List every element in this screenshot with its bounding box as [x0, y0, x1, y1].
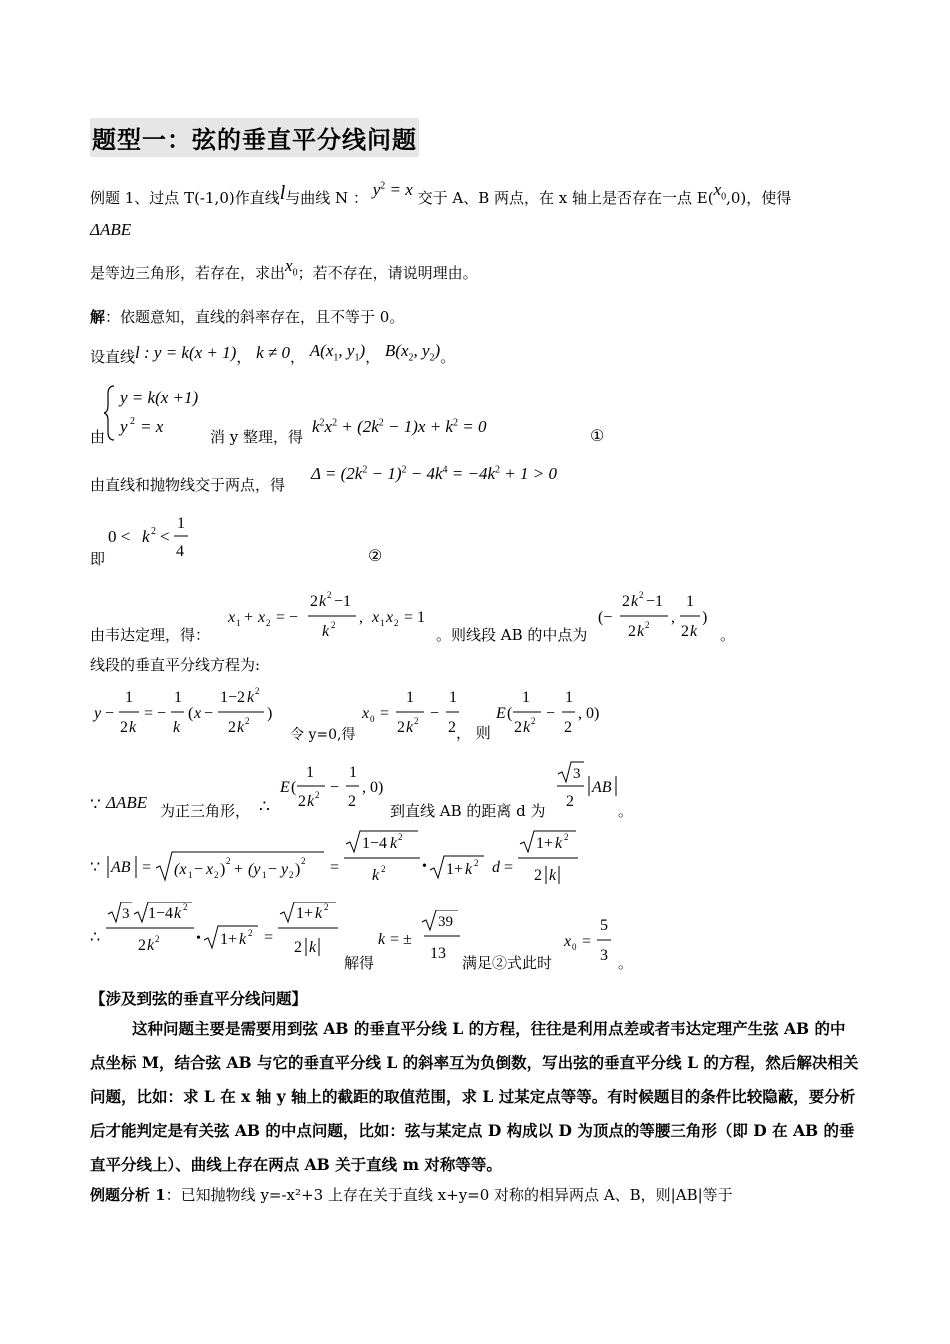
svg-text:2: 2 — [183, 902, 188, 912]
svg-text:k: k — [147, 937, 155, 954]
let-y-text: 令 y=0,得 — [290, 727, 356, 743]
svg-text:2: 2 — [289, 870, 294, 880]
svg-text:3: 3 — [600, 947, 608, 964]
svg-text:E: E — [496, 705, 506, 722]
svg-text:3: 3 — [122, 906, 130, 922]
math-parabola: $y^2 = x$ — [372, 180, 413, 199]
svg-text:= 1: = 1 — [404, 609, 426, 626]
example2-line — [90, 1184, 733, 1205]
svg-text:k: k — [631, 593, 639, 610]
elim-text: 消 y 整理，得 — [210, 428, 304, 446]
math-k-value — [376, 910, 462, 966]
sep: ， — [365, 348, 381, 366]
math-ab-length — [88, 830, 588, 892]
svg-text:,: , — [671, 609, 675, 626]
solution-intro-text: ：依题意知，直线的斜率存在，且不等于 0。 — [105, 308, 405, 326]
svg-text:x: x — [258, 609, 266, 626]
svg-text:39: 39 — [438, 914, 453, 930]
svg-text:2: 2 — [310, 593, 318, 610]
svg-text:(y: (y — [248, 861, 261, 878]
svg-text:=: = — [330, 859, 340, 876]
svg-text:=: = — [582, 933, 592, 950]
svg-text:k: k — [129, 719, 137, 736]
svg-text:2: 2 — [214, 870, 219, 880]
svg-text:2: 2 — [414, 716, 419, 726]
svg-text:1: 1 — [349, 764, 357, 781]
svg-text:1: 1 — [174, 689, 182, 706]
svg-text:k: k — [372, 867, 380, 884]
svg-text:1: 1 — [177, 515, 185, 532]
because-symbol: ∵ — [90, 795, 101, 814]
svg-text:k: k — [174, 905, 182, 922]
math-point-e-2 — [278, 762, 388, 818]
svg-text:2: 2 — [301, 856, 306, 866]
svg-text:d: d — [492, 859, 500, 876]
svg-text:2: 2 — [564, 832, 569, 842]
bisector-text: 线段的垂直平分线方程为: — [90, 656, 261, 674]
svg-text:y: y — [120, 417, 128, 436]
svg-text:13: 13 — [430, 945, 446, 962]
svg-text:5: 5 — [600, 917, 608, 934]
svg-text:1−4: 1−4 — [148, 905, 174, 922]
sep: ， — [236, 348, 252, 366]
math-quadratic: $k^2x^2 + (2k^2 - 1)x + k^2 = 0$ — [312, 417, 487, 436]
svg-text:2: 2 — [381, 864, 386, 874]
svg-text:1: 1 — [406, 689, 414, 706]
math-k-range — [106, 512, 196, 562]
svg-text:2: 2 — [226, 856, 231, 866]
therefore-symbol: ∴ — [259, 797, 270, 816]
svg-text:2: 2 — [255, 686, 260, 696]
example1-line1 — [90, 180, 792, 210]
end: 。 — [720, 626, 736, 644]
ji-text: 即 — [90, 550, 106, 568]
svg-text:<: < — [160, 527, 170, 546]
svg-text:1: 1 — [236, 618, 241, 628]
svg-text:2: 2 — [564, 719, 572, 736]
svg-text:x: x — [362, 705, 370, 722]
svg-text:1: 1 — [522, 689, 530, 706]
then-text: ， 则 — [456, 724, 491, 742]
svg-text:1: 1 — [125, 689, 133, 706]
svg-text:): ) — [267, 705, 273, 722]
set-line — [90, 341, 456, 369]
svg-text:=: = — [380, 705, 390, 722]
math-abe-2: ΔABE — [106, 793, 148, 812]
svg-text:−: − — [546, 705, 556, 722]
section-title: 【涉及到弦的垂直平分线问题】 — [90, 989, 308, 1008]
svg-text:2: 2 — [348, 793, 356, 810]
svg-text:= −: = − — [144, 705, 167, 722]
svg-text:k: k — [315, 905, 323, 922]
svg-text:AB: AB — [111, 859, 131, 876]
svg-text:2: 2 — [645, 620, 650, 630]
svg-text:k: k — [690, 623, 698, 640]
svg-text:−1: −1 — [334, 593, 352, 610]
svg-text:2: 2 — [681, 623, 689, 640]
circle-2: ② — [368, 546, 383, 565]
example1-text-a: 例题 1、过点 T(-1,0)作直线 — [90, 189, 280, 207]
svg-text:1: 1 — [262, 870, 267, 880]
svg-text:k: k — [549, 867, 557, 884]
svg-text:0: 0 — [370, 714, 375, 724]
math-point-b: $B(x_2$, $y_2$) — [384, 341, 441, 364]
svg-text:4: 4 — [176, 543, 184, 560]
svg-text:•: • — [422, 859, 427, 874]
section-paragraph: 这种问题主要是需要用到弦 AB 的垂直平分线 L 的方程，往往是利用点差或者韦达定理产生弦 AB 的中点坐标 M，结合弦 AB 与它的垂直平分线 L 的斜率互为负倒数，写出弦的垂直平分线 L 的方程，然后解决相关问题，比如：求 L 在 x 轴 y 轴上的截距的取值范围，求 L 过某定点等等。有时候题目的条件比较隐蔽，要分析后才能判定是有关弦 AB 的中点问题，比如：弦与某定点 D 构成以 D 为顶点的等腰三角形（即 D 在 AB 的垂直平分线上）、曲线上存在两点 AB 关于直线 m 对称等等。 — [90, 1019, 859, 1174]
example2-text: ：已知抛物线 y=-x²+3 上存在关于直线 x+y=0 对称的相异两点 A、B，则|AB|等于 — [165, 1186, 733, 1204]
math-k-ne-0: k ≠ 0 — [256, 343, 290, 362]
svg-text:E: E — [280, 779, 290, 796]
svg-text:1: 1 — [380, 618, 385, 628]
svg-text:1+: 1+ — [536, 835, 554, 852]
circle-1: ① — [590, 426, 605, 445]
svg-text:2: 2 — [566, 793, 574, 810]
svg-text:0: 0 — [572, 942, 577, 952]
svg-text:+: + — [244, 609, 254, 626]
math-midpoint — [596, 586, 716, 642]
midpoint-text: 。则线段 AB 的中点为 — [436, 626, 588, 644]
svg-text:k: k — [555, 835, 563, 852]
end: 。 — [618, 802, 634, 820]
svg-text:k: k — [523, 719, 531, 736]
math-l: l — [279, 182, 286, 204]
svg-text:(: ( — [291, 779, 297, 796]
svg-text:=: = — [264, 929, 274, 946]
svg-text:k: k — [465, 861, 473, 878]
vieta-text: 由韦达定理，得： — [90, 626, 211, 644]
example1-text-c: 交于 A、B 两点，在 x 轴上是否存在一点 E( — [417, 189, 714, 207]
set-line-label: 设直线 — [90, 348, 136, 366]
svg-text:k: k — [406, 719, 414, 736]
svg-text:): ) — [702, 609, 708, 626]
math-x0-2: $x_0$ — [285, 256, 298, 279]
svg-text:k: k — [173, 719, 181, 736]
svg-text:0 <: 0 < — [108, 527, 131, 546]
svg-text:2: 2 — [266, 618, 271, 628]
svg-text:2: 2 — [155, 934, 160, 944]
svg-text:x: x — [194, 705, 202, 722]
intersect-text: 由直线和抛物线交于两点，得 — [90, 476, 286, 494]
svg-text:y: y — [281, 861, 289, 878]
svg-text:k: k — [309, 939, 317, 956]
example1-text-d: ,0)，使得 — [726, 189, 792, 207]
svg-text:x: x — [564, 933, 572, 950]
math-line-eq: l : y = k(x + 1) — [135, 343, 237, 362]
svg-text:k: k — [237, 719, 245, 736]
svg-text:−: − — [194, 861, 204, 878]
svg-text:): ) — [295, 861, 301, 878]
svg-text:−: − — [268, 861, 278, 878]
math-vieta — [226, 586, 436, 642]
svg-text:2: 2 — [228, 719, 236, 736]
svg-text:= −: = − — [276, 609, 299, 626]
svg-text:k: k — [319, 593, 327, 610]
svg-text:2: 2 — [245, 716, 250, 726]
svg-text:2: 2 — [130, 416, 135, 427]
svg-text:2: 2 — [327, 590, 332, 600]
svg-text:−: − — [204, 705, 214, 722]
you-label: 由 — [90, 428, 106, 446]
example1-text-e: 是等边三角形，若存在，求出 — [90, 264, 286, 282]
svg-text:2: 2 — [151, 526, 156, 537]
svg-text:x: x — [372, 609, 380, 626]
svg-text:x: x — [386, 609, 394, 626]
svg-text:, 0): , 0) — [362, 779, 384, 796]
math-bisector-eq — [92, 684, 292, 740]
svg-text:+: + — [234, 861, 244, 878]
svg-text:3: 3 — [573, 766, 581, 782]
svg-text:2: 2 — [138, 937, 146, 954]
svg-text:2: 2 — [474, 858, 479, 868]
svg-text:(x: (x — [174, 861, 187, 878]
svg-text:k: k — [247, 689, 255, 706]
svg-text:x: x — [206, 861, 214, 878]
svg-text:1+: 1+ — [220, 931, 238, 948]
page-title: 题型一：弦的垂直平分线问题 — [90, 118, 419, 157]
svg-text:∴: ∴ — [90, 929, 101, 946]
svg-text:1+: 1+ — [296, 905, 314, 922]
svg-text:k: k — [637, 623, 645, 640]
svg-text:2: 2 — [394, 618, 399, 628]
svg-text:−: − — [430, 705, 440, 722]
svg-text:1: 1 — [188, 870, 193, 880]
svg-text:, 0): , 0) — [578, 705, 600, 722]
svg-text:1: 1 — [565, 689, 573, 706]
svg-text:−1: −1 — [646, 593, 664, 610]
math-x0: $x_0$ — [713, 180, 727, 203]
svg-text:−: − — [330, 779, 340, 796]
svg-text:(: ( — [188, 705, 194, 722]
svg-text:y: y — [94, 705, 102, 722]
svg-text:(−: (− — [598, 609, 613, 626]
sep: ， — [290, 348, 306, 366]
svg-text:k: k — [378, 931, 386, 948]
equilateral-text: 为正三角形， — [160, 802, 251, 820]
svg-text:): ) — [220, 861, 226, 878]
svg-text:=: = — [504, 859, 514, 876]
solution-intro — [90, 306, 404, 327]
svg-text:k: k — [322, 623, 330, 640]
distance-text: 到直线 AB 的距离 d 为 — [390, 802, 546, 820]
solve-text: 解得 — [344, 954, 375, 972]
example1-text-f: ；若不存在，请说明理由。 — [297, 264, 478, 282]
math-x0-final — [562, 914, 622, 968]
end: 。 — [440, 348, 456, 366]
math-final-eq — [88, 902, 348, 966]
svg-text:1+: 1+ — [446, 861, 464, 878]
svg-text:2: 2 — [622, 593, 630, 610]
svg-text:= x: = x — [140, 417, 164, 436]
svg-text:k: k — [239, 931, 247, 948]
svg-text:∵: ∵ — [90, 859, 101, 876]
svg-text:2: 2 — [331, 620, 336, 630]
solution-label: 解 — [90, 308, 106, 326]
svg-text:1−2: 1−2 — [220, 689, 246, 706]
svg-text:2: 2 — [397, 719, 405, 736]
svg-text:(: ( — [507, 705, 513, 722]
math-point-e — [494, 684, 614, 740]
example1-line2 — [90, 256, 478, 285]
svg-text:= ±: = ± — [390, 931, 412, 948]
math-point-a: $A(x_1$, $y_1$) — [309, 341, 366, 364]
example2-label: 例题分析 1 — [90, 1186, 166, 1204]
svg-text:2: 2 — [534, 867, 542, 884]
svg-text:y = k(x +1): y = k(x +1) — [120, 388, 199, 407]
svg-text:2: 2 — [294, 939, 302, 956]
svg-text:2: 2 — [248, 928, 253, 938]
svg-text:−: − — [105, 705, 115, 722]
end: 。 — [618, 954, 634, 972]
svg-text:2: 2 — [315, 790, 320, 800]
math-discriminant: $\Delta = (2k^2 - 1)^2 - 4k^4 = -4k^2 + 1 > 0$ — [311, 464, 557, 483]
svg-text:1: 1 — [449, 689, 457, 706]
svg-text:k: k — [307, 793, 315, 810]
svg-text:=: = — [142, 859, 152, 876]
svg-text:2: 2 — [514, 719, 522, 736]
svg-text:2: 2 — [298, 793, 306, 810]
example1-text-b: 与曲线 N ： — [285, 189, 368, 207]
svg-text:1−4: 1−4 — [362, 835, 388, 852]
svg-text:AB: AB — [592, 779, 612, 796]
satisfy-text: 满足②式此时 — [462, 954, 553, 972]
svg-text:•: • — [196, 931, 201, 946]
svg-text:2: 2 — [639, 590, 644, 600]
svg-text:2: 2 — [531, 716, 536, 726]
svg-text:k: k — [142, 527, 150, 546]
svg-text:2: 2 — [324, 902, 329, 912]
svg-text:,: , — [359, 609, 363, 626]
math-abe: ΔABE — [90, 220, 132, 239]
svg-text:1: 1 — [686, 593, 694, 610]
svg-text:2: 2 — [448, 719, 456, 736]
svg-text:2: 2 — [628, 623, 636, 640]
svg-text:x: x — [228, 609, 236, 626]
svg-text:1: 1 — [306, 764, 314, 781]
svg-text:2: 2 — [398, 832, 403, 842]
svg-text:2: 2 — [120, 719, 128, 736]
svg-text:k: k — [390, 835, 398, 852]
